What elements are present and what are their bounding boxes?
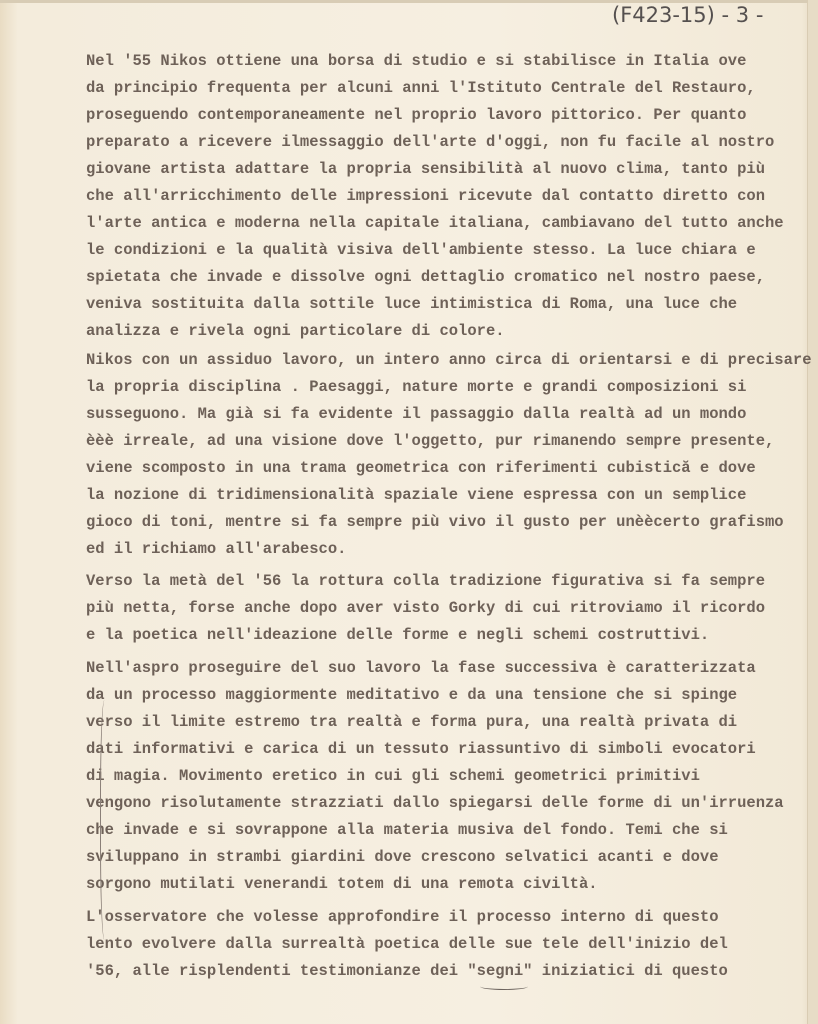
text-line: vengono risolutamente strazziati dallo spiegarsi delle forme di un'irruenza: [86, 794, 784, 812]
text-line: l'arte antica e moderna nella capitale italiana, cambiavano del tutto anche: [86, 214, 784, 232]
paragraph-2: [86, 347, 812, 563]
text-line: L'osservatore che volesse approfondire il processo interno di questo: [86, 908, 719, 926]
paragraph-4: [86, 655, 784, 898]
text-line: le condizioni e la qualità visiva dell'ambiente stesso. La luce chiara e: [86, 241, 756, 259]
text-line: gioco di toni, mentre si fa sempre più vivo il gusto per unèècerto grafismo: [86, 513, 784, 531]
pencil-margin-mark: [100, 700, 111, 940]
archive-reference: (F423-15): [612, 3, 715, 27]
page-number: - 3 -: [721, 3, 764, 27]
paragraph-5: [86, 904, 728, 985]
text-line: di magia. Movimento eretico in cui gli schemi geometrici primitivi: [86, 767, 700, 785]
text-line: la nozione di tridimensionalità spaziale viene espressa con un semplice: [86, 486, 747, 504]
paragraph-1: [86, 48, 784, 345]
text-line: lento evolvere dalla surrealtà poetica delle sue tele dell'inizio del: [86, 935, 728, 953]
text-line: giovane artista adattare la propria sensibilità al nuovo clima, tanto più: [86, 160, 766, 178]
text-line: da un processo maggiormente meditativo e da una tensione che si spinge: [86, 686, 738, 704]
text-line: sviluppano in strambi giardini dove crescono selvatici acanti e dove: [86, 848, 719, 866]
text-line: che invade e si sovrappone alla materia musiva del fondo. Temi che si: [86, 821, 728, 839]
text-line: veniva sostituita dalla sottile luce intimistica di Roma, una luce che: [86, 295, 738, 313]
text-line: Nel '55 Nikos ottiene una borsa di studio e si stabilisce in Italia ove: [86, 52, 747, 70]
text-line: e la poetica nell'ideazione delle forme e negli schemi costruttivi.: [86, 626, 710, 644]
text-line: viene scomposto in una trama geometrica con riferimenti cubistică e dove: [86, 459, 756, 477]
text-line: che all'arricchimento delle impressioni ricevute dal contatto diretto con: [86, 187, 766, 205]
text-line: la propria disciplina . Paesaggi, nature morte e grandi composizioni si: [86, 378, 747, 396]
text-line: proseguendo contemporaneamente nel proprio lavoro pittorico. Per quanto: [86, 106, 747, 124]
text-line: da principio frequenta per alcuni anni l'Istituto Centrale del Restauro,: [86, 79, 756, 97]
pencil-underline-mark: [480, 983, 528, 990]
text-line: Verso la metà del '56 la rottura colla tradizione figurativa si fa sempre: [86, 572, 766, 590]
paragraph-3: [86, 568, 765, 649]
text-line: susseguono. Ma già si fa evidente il passaggio dalla realtà ad un mondo: [86, 405, 747, 423]
text-line: più netta, forse anche dopo aver visto Gorky di cui ritroviamo il ricordo: [86, 599, 766, 617]
text-line: èèè irreale, ad una visione dove l'oggetto, pur rimanendo sempre presente,: [86, 432, 775, 450]
text-line: Nikos con un assiduo lavoro, un intero anno circa di orientarsi e di precisare: [86, 351, 812, 369]
text-line: Nell'aspro proseguire del suo lavoro la fase successiva è caratterizzata: [86, 659, 756, 677]
text-line: sorgono mutilati venerandi totem di una remota civiltà.: [86, 875, 598, 893]
page-header: [612, 0, 763, 30]
text-line: analizza e rivela ogni particolare di colore.: [86, 322, 505, 340]
text-line: dati informativi e carica di un tessuto riassuntivo di simboli evocatori: [86, 740, 756, 758]
text-line: spietata che invade e dissolve ogni dettaglio cromatico nel nostro paese,: [86, 268, 766, 286]
text-line: verso il limite estremo tra realtà e forma pura, una realtà privata di: [86, 713, 738, 731]
text-line: '56, alle risplendenti testimonianze dei "segni" iniziatici di questo: [86, 962, 728, 980]
text-line: ed il richiamo all'arabesco.: [86, 540, 347, 558]
text-line: preparato a ricevere ilmessaggio dell'arte d'oggi, non fu facile al nostro: [86, 133, 775, 151]
